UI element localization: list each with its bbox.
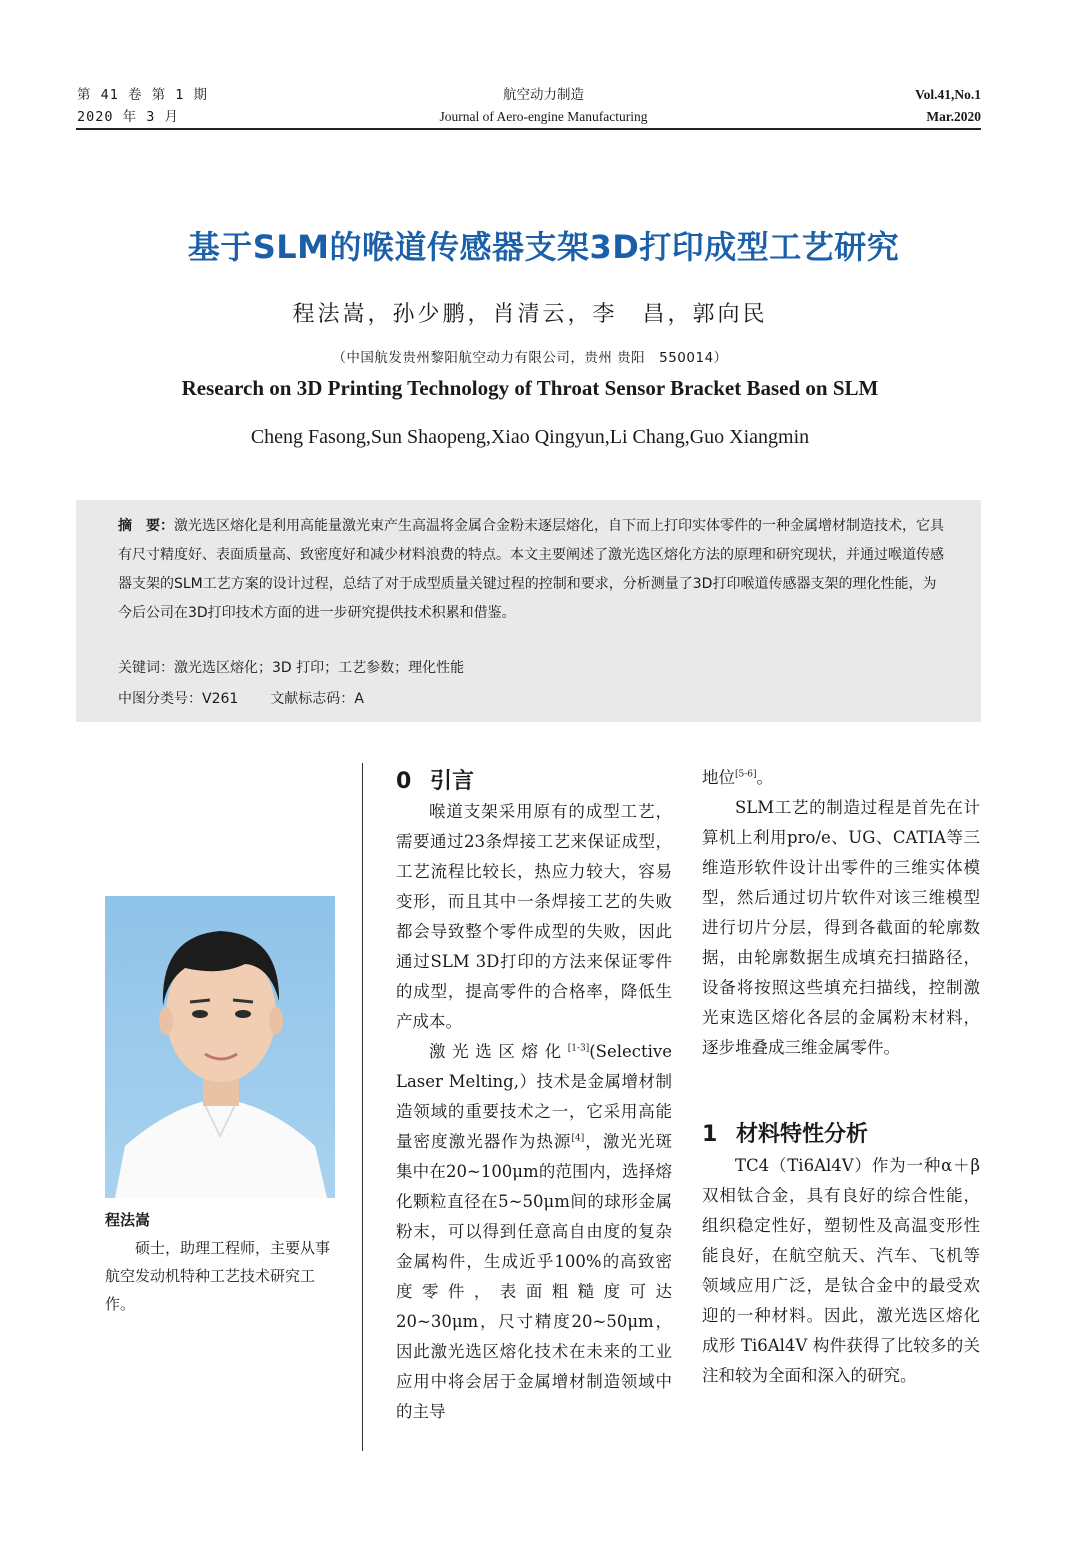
abstract [118, 512, 948, 628]
journal-volume-en [915, 84, 981, 128]
author-bio-name: 程法嵩 [105, 1211, 151, 1229]
author-list-en: Cheng Fasong,Sun Shaopeng,Xiao Qingyun,Li Chang,Guo Xiangmin [250, 426, 810, 448]
cls-label: 中图分类号： [118, 691, 202, 707]
section-1-heading [702, 1117, 868, 1148]
classification [118, 688, 364, 708]
author-photo [105, 896, 335, 1198]
keywords-text: 激光选区熔化；3D 打印；工艺参数；理化性能 [174, 660, 465, 676]
paper-title: 基于SLM的喉道传感器支架3D打印成型工艺研究 [187, 228, 900, 266]
intro-paragraph-1: 喉道支架采用原有的成型工艺，需要通过23条焊接工艺来保证成型，工艺流程比较长，热应力较大，容易变形，而且其中一条焊接工艺的失败都会导致整个零件成型的失败，因此通过SLM 3D打印的方法来保证零件的成型，提高零件的合格率，降低生产成本。 [396, 802, 672, 1031]
author-portrait-illustration [105, 896, 335, 1198]
journal-name-en: Journal of Aero-engine Manufacturing [439, 109, 648, 124]
doc-code-value: A [354, 691, 364, 707]
doc-code-label: 文献标志码： [270, 691, 355, 707]
section-1-number: 1 [702, 1122, 718, 1147]
header-divider [76, 128, 981, 130]
author-list: 程法嵩，孙少鹏，肖清云，李 昌，郭向民 [292, 302, 768, 327]
column-divider [362, 763, 363, 1451]
column-right-bottom [702, 1151, 980, 1391]
journal-name-cn: 航空动力制造 [503, 87, 584, 102]
ref-4: [4] [571, 1133, 585, 1144]
section-1-paragraph-1: TC4（Ti6Al4V）作为一种α＋β双相钛合金，具有良好的综合性能，组织稳定性好，塑韧性及高温变形性能良好，在航空航天、汽车、飞机等领域应用广泛，是钛合金中的最受欢迎的一种材料。因此，激光选区熔化成形 Ti6Al4V 构件获得了比较多的关注和较为全面和深入的研究。 [702, 1156, 980, 1385]
section-0-title: 引言 [430, 769, 475, 794]
keywords-label: 关键词： [118, 660, 174, 676]
intro-continuation [702, 763, 980, 793]
affiliation: （中国航发贵州黎阳航空动力有限公司，贵州 贵阳 550014） [332, 350, 728, 366]
section-0-heading [396, 764, 474, 795]
intro-paragraph-3: SLM工艺的制造过程是首先在计算机上利用pro/e、UG、CATIA等三维造形软件设计出零件的三维实体模型，然后通过切片软件对该三维模型进行切片分层，得到各截面的轮廓数据，由轮廓数据生成填充扫描路径，设备将按照这些填充扫描线，控制激光束选区熔化各层的金属粉末材料，逐步堆叠成三维金属零件。 [702, 798, 980, 1057]
publication-date: 2020 年 3 月 [77, 109, 180, 125]
intro-cont-text: 地位 [702, 768, 735, 787]
column-middle [396, 797, 672, 1427]
publication-date-en: Mar.2020 [926, 109, 981, 124]
intro-p2-a: 激光选区熔化 [429, 1042, 568, 1061]
volume-issue: 第 41 卷 第 1 期 [77, 87, 209, 103]
intro-p2-c: ，激光光斑集中在20~100μm的范围内，选择熔化颗粒直径在5~50μm间的球形金属粉末，可以得到任意高自由度的复杂金属构件，生成近乎100%的高致密度零件，表面粗糙度可达20~30μm，尺寸精度20~50μm，因此激光选区熔化技术在未来的工业应用中将会居于金属增材制造领域中的主导 [396, 1132, 673, 1421]
intro-p2-b: (Selective Laser Melting,）技术是金属增材制造领域的重要技术之一，它采用高能量密度激光器作为热源 [396, 1042, 672, 1151]
abstract-text: 激光选区熔化是利用高能量激光束产生高温将金属合金粉末逐层熔化，自下而上打印实体零件的一种金属增材制造技术，它具有尺寸精度好、表面质量高、致密度好和减少材料浪费的特点。本文主要阐述了激光选区熔化方法的原理和研究现状，并通过喉道传感器支架的SLM工艺方案的设计过程，总结了对于成型质量关键过程的控制和要求，分析测量了3D打印喉道传感器支架的理化性能，为今后公司在3D打印技术方面的进一步研究提供技术积累和借鉴。 [118, 518, 944, 621]
paper-title-en: Research on 3D Printing Technology of Throat Sensor Bracket Based on SLM [181, 376, 879, 400]
column-right-top [702, 763, 980, 1063]
ref-5-6: [5-6] [735, 769, 757, 780]
cls-value: V261 [202, 691, 239, 707]
author-bio-text: 硕士，助理工程师，主要从事航空发动机特种工艺技术研究工作。 [105, 1239, 331, 1313]
intro-paragraph-2 [396, 1037, 672, 1427]
section-1-title: 材料特性分析 [736, 1122, 869, 1147]
section-0-number: 0 [396, 769, 412, 794]
abstract-label: 摘 要： [118, 518, 174, 534]
intro-cont-end: 。 [756, 768, 774, 787]
volume-issue-en: Vol.41,No.1 [915, 87, 981, 102]
keywords [118, 657, 464, 677]
ref-1-3: [1-3] [567, 1043, 590, 1054]
